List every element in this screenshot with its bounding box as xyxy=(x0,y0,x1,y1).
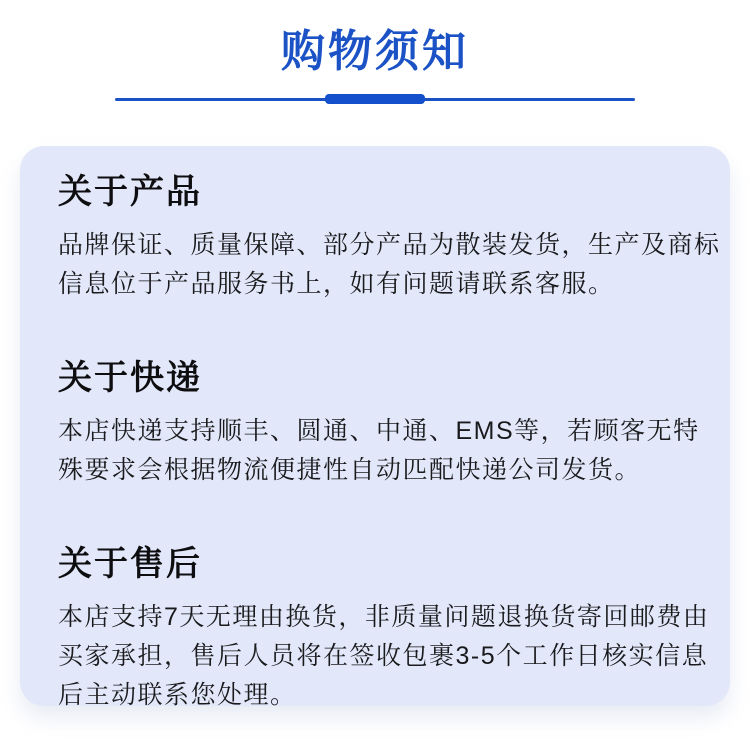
section-heading-aftersales: 关于售后 xyxy=(58,545,202,583)
body-line: 殊要求会根据物流便捷性自动匹配快递公司发货。 xyxy=(58,456,642,484)
divider-center-pill xyxy=(325,94,425,104)
section-about-shipping xyxy=(58,356,700,490)
section-body-shipping xyxy=(58,412,700,490)
section-body-aftersales xyxy=(58,598,710,715)
section-about-aftersales xyxy=(58,542,710,715)
section-about-product xyxy=(58,170,721,304)
title-divider xyxy=(0,94,750,104)
body-line: 后主动联系您处理。 xyxy=(58,681,297,709)
notice-card xyxy=(20,146,730,709)
body-line: 品牌保证、质量保障、部分产品为散装发货，生产及商标 xyxy=(58,231,721,259)
section-heading-shipping: 关于快递 xyxy=(58,359,202,397)
body-line: 本店支持7天无理由换货，非质量问题退换货寄回邮费由 xyxy=(58,603,710,631)
body-line: 买家承担，售后人员将在签收包裹3-5个工作日核实信息 xyxy=(58,642,709,670)
body-line: 信息位于产品服务书上，如有问题请联系客服。 xyxy=(58,270,615,298)
page-title: 购物须知 xyxy=(281,27,469,76)
section-heading-product: 关于产品 xyxy=(58,173,202,211)
body-line: 本店快递支持顺丰、圆通、中通、EMS等，若顾客无特 xyxy=(58,417,700,445)
section-body-product xyxy=(58,226,721,304)
